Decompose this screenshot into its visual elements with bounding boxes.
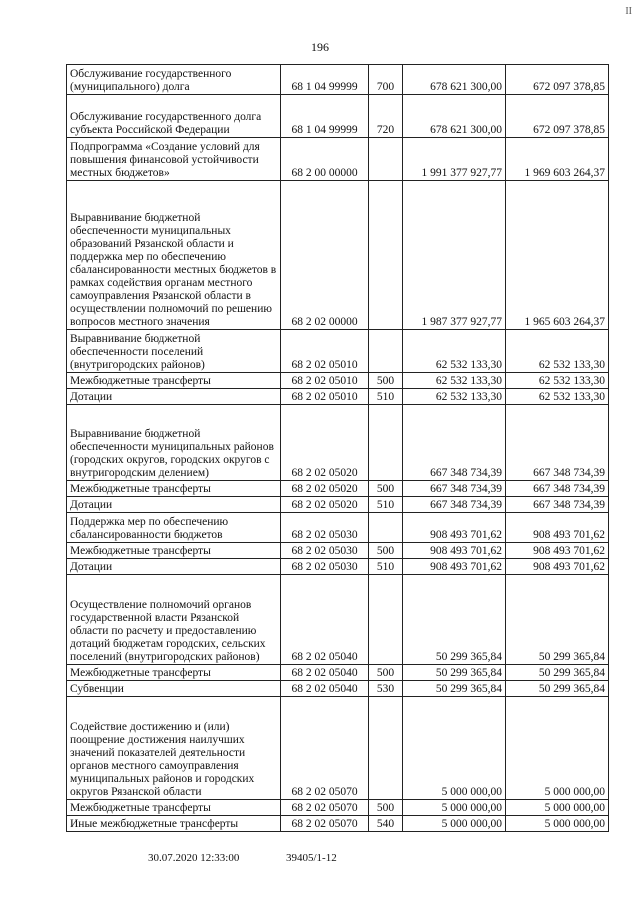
row-amount-2: 667 348 734,39 bbox=[506, 497, 609, 513]
row-code: 68 2 02 05010 bbox=[281, 330, 369, 373]
row-amount-1: 667 348 734,39 bbox=[403, 405, 506, 481]
row-type: 510 bbox=[369, 497, 403, 513]
row-type bbox=[369, 330, 403, 373]
row-name: Дотации bbox=[67, 559, 281, 575]
row-amount-2: 50 299 365,84 bbox=[506, 575, 609, 665]
row-type: 500 bbox=[369, 665, 403, 681]
row-code: 68 2 02 05030 bbox=[281, 543, 369, 559]
row-amount-2: 5 000 000,00 bbox=[506, 800, 609, 816]
table-row bbox=[67, 513, 609, 543]
row-amount-1: 62 532 133,30 bbox=[403, 330, 506, 373]
page-number: 196 bbox=[311, 40, 329, 54]
row-code: 68 2 02 05070 bbox=[281, 697, 369, 800]
row-amount-1: 50 299 365,84 bbox=[403, 681, 506, 697]
row-name: Обслуживание государственного долга субъекта Российской Федерации bbox=[67, 95, 281, 138]
row-amount-2: 62 532 133,30 bbox=[506, 373, 609, 389]
row-amount-1: 1 991 377 927,77 bbox=[403, 138, 506, 181]
row-type bbox=[369, 513, 403, 543]
table-row bbox=[67, 681, 609, 697]
row-code: 68 2 02 05070 bbox=[281, 816, 369, 832]
table-row bbox=[67, 330, 609, 373]
row-amount-1: 50 299 365,84 bbox=[403, 575, 506, 665]
row-type: 500 bbox=[369, 481, 403, 497]
row-name: Подпрограмма «Создание условий для повышения финансовой устойчивости местных бюджетов» bbox=[67, 138, 281, 181]
row-amount-2: 672 097 378,85 bbox=[506, 65, 609, 95]
row-amount-2: 1 965 603 264,37 bbox=[506, 181, 609, 330]
row-name: Выравнивание бюджетной обеспеченности муниципальных образований Рязанской области и поддержка мер по обеспечению сбалансированности местных бюджетов в рамках содействия органам местного самоуправления Рязанской области в осуществлении полномочий по решению вопросов местного значения bbox=[67, 181, 281, 330]
row-name: Дотации bbox=[67, 389, 281, 405]
row-amount-2: 1 969 603 264,37 bbox=[506, 138, 609, 181]
row-code: 68 2 02 05020 bbox=[281, 405, 369, 481]
row-amount-2: 50 299 365,84 bbox=[506, 665, 609, 681]
row-name: Межбюджетные трансферты bbox=[67, 800, 281, 816]
budget-table bbox=[66, 64, 609, 832]
row-type bbox=[369, 697, 403, 800]
table-row bbox=[67, 65, 609, 95]
table-row bbox=[67, 481, 609, 497]
table-row bbox=[67, 497, 609, 513]
table-row bbox=[67, 389, 609, 405]
row-name: Межбюджетные трансферты bbox=[67, 373, 281, 389]
row-amount-2: 667 348 734,39 bbox=[506, 481, 609, 497]
row-amount-1: 5 000 000,00 bbox=[403, 816, 506, 832]
row-code: 68 2 02 05030 bbox=[281, 513, 369, 543]
table-row bbox=[67, 373, 609, 389]
row-name: Иные межбюджетные трансферты bbox=[67, 816, 281, 832]
row-type: 500 bbox=[369, 373, 403, 389]
row-name: Осуществление полномочий органов государственной власти Рязанской области по расчету и предоставлению дотаций бюджетам городских, сельских поселений (внутригородских районов) bbox=[67, 575, 281, 665]
row-name: Выравнивание бюджетной обеспеченности поселений (внутригородских районов) bbox=[67, 330, 281, 373]
row-name: Межбюджетные трансферты bbox=[67, 481, 281, 497]
row-name: Межбюджетные трансферты bbox=[67, 543, 281, 559]
row-name: Межбюджетные трансферты bbox=[67, 665, 281, 681]
row-name: Содействие достижению и (или) поощрение достижения наилучших значений показателей деятельности органов местного самоуправления муниципальных районов и городских округов Рязанской области bbox=[67, 697, 281, 800]
row-code: 68 2 02 05010 bbox=[281, 389, 369, 405]
table-row bbox=[67, 697, 609, 800]
row-amount-1: 5 000 000,00 bbox=[403, 697, 506, 800]
row-type: 510 bbox=[369, 559, 403, 575]
row-amount-1: 62 532 133,30 bbox=[403, 373, 506, 389]
row-type: 500 bbox=[369, 543, 403, 559]
row-amount-1: 908 493 701,62 bbox=[403, 559, 506, 575]
row-type bbox=[369, 405, 403, 481]
row-type bbox=[369, 138, 403, 181]
row-code: 68 1 04 99999 bbox=[281, 95, 369, 138]
table-row bbox=[67, 138, 609, 181]
table-row bbox=[67, 543, 609, 559]
row-type bbox=[369, 575, 403, 665]
row-code: 68 2 02 05030 bbox=[281, 559, 369, 575]
row-type: 700 bbox=[369, 65, 403, 95]
row-amount-1: 667 348 734,39 bbox=[403, 497, 506, 513]
row-name: Поддержка мер по обеспечению сбалансированности бюджетов bbox=[67, 513, 281, 543]
table-row bbox=[67, 559, 609, 575]
table-row bbox=[67, 405, 609, 481]
row-amount-1: 50 299 365,84 bbox=[403, 665, 506, 681]
row-name: Выравнивание бюджетной обеспеченности муниципальных районов (городских округов, городских округов с внутригородским делением) bbox=[67, 405, 281, 481]
row-type: 530 bbox=[369, 681, 403, 697]
row-code: 68 2 02 05040 bbox=[281, 665, 369, 681]
budget-table-body bbox=[67, 65, 609, 832]
footer-doc-number: 39405/1-12 bbox=[286, 852, 337, 864]
row-name: Обслуживание государственного (муниципального) долга bbox=[67, 65, 281, 95]
row-type: 540 bbox=[369, 816, 403, 832]
row-amount-2: 908 493 701,62 bbox=[506, 513, 609, 543]
row-amount-2: 667 348 734,39 bbox=[506, 405, 609, 481]
row-code: 68 2 02 05040 bbox=[281, 681, 369, 697]
row-code: 68 2 02 05020 bbox=[281, 497, 369, 513]
row-type bbox=[369, 181, 403, 330]
row-amount-1: 62 532 133,30 bbox=[403, 389, 506, 405]
row-code: 68 2 02 05070 bbox=[281, 800, 369, 816]
row-code: 68 2 02 00000 bbox=[281, 181, 369, 330]
row-amount-1: 678 621 300,00 bbox=[403, 95, 506, 138]
table-row bbox=[67, 800, 609, 816]
row-name: Дотации bbox=[67, 497, 281, 513]
row-amount-2: 908 493 701,62 bbox=[506, 543, 609, 559]
row-type: 500 bbox=[369, 800, 403, 816]
table-row bbox=[67, 575, 609, 665]
row-type: 510 bbox=[369, 389, 403, 405]
row-code: 68 2 02 05010 bbox=[281, 373, 369, 389]
table-row bbox=[67, 816, 609, 832]
row-code: 68 2 02 05020 bbox=[281, 481, 369, 497]
row-amount-1: 5 000 000,00 bbox=[403, 800, 506, 816]
row-code: 68 1 04 99999 bbox=[281, 65, 369, 95]
row-amount-2: 62 532 133,30 bbox=[506, 330, 609, 373]
row-amount-1: 667 348 734,39 bbox=[403, 481, 506, 497]
corner-mark: II bbox=[625, 6, 632, 17]
footer-date: 30.07.2020 12:33:00 bbox=[148, 852, 240, 864]
table-row bbox=[67, 665, 609, 681]
row-amount-1: 908 493 701,62 bbox=[403, 543, 506, 559]
row-amount-1: 908 493 701,62 bbox=[403, 513, 506, 543]
row-code: 68 2 00 00000 bbox=[281, 138, 369, 181]
row-name: Субвенции bbox=[67, 681, 281, 697]
row-amount-1: 1 987 377 927,77 bbox=[403, 181, 506, 330]
row-type: 720 bbox=[369, 95, 403, 138]
row-amount-2: 62 532 133,30 bbox=[506, 389, 609, 405]
table-row bbox=[67, 181, 609, 330]
row-code: 68 2 02 05040 bbox=[281, 575, 369, 665]
row-amount-1: 678 621 300,00 bbox=[403, 65, 506, 95]
row-amount-2: 672 097 378,85 bbox=[506, 95, 609, 138]
row-amount-2: 908 493 701,62 bbox=[506, 559, 609, 575]
row-amount-2: 50 299 365,84 bbox=[506, 681, 609, 697]
row-amount-2: 5 000 000,00 bbox=[506, 697, 609, 800]
table-row bbox=[67, 95, 609, 138]
row-amount-2: 5 000 000,00 bbox=[506, 816, 609, 832]
